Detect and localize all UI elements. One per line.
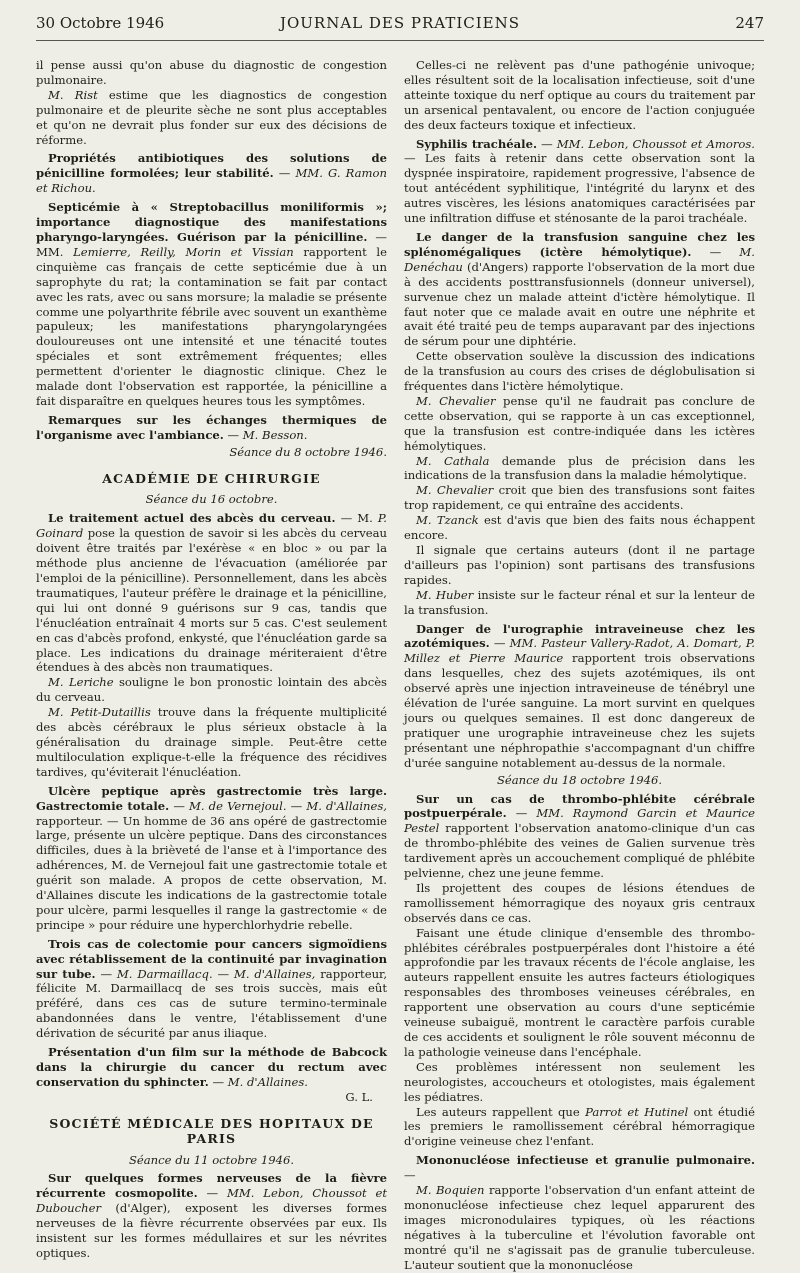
paragraph: Ces problèmes intéressent non seulement les neurologistes, accoucheurs et otologistes, mais également les pédiatres. (404, 1059, 755, 1104)
paragraph: Les auteurs rappellent que Parrot et Hutinel ont étudié les premiers le ramollissement cérébral hémorragique d'origine veineuse chez l'enfant. (404, 1104, 755, 1149)
article-entry: Remarques sur les échanges thermiques de l'organisme avec l'ambiance. — M. Besson. (36, 412, 387, 442)
paragraph: Cette observation soulève la discussion des indications de la transfusion au cours des crises de déglobulisation si fréquentes dans l'ictère hémolytique. (404, 349, 755, 394)
section-heading-societe: SOCIÉTÉ MÉDICALE DES HOPITAUX DE PARIS (49, 1115, 374, 1146)
paragraph: Faisant une étude clinique d'ensemble des thrombo-phlébites cérébrales postpuerpérales dont l'histoire a été approfondie par les travaux récents de l'école anglaise, les auteurs rappellent ensuite les autres facteurs étiologiques responsables des thromboses veineuses cérébrales, en rapportent une observation au cours d'une septicémie veineuse subaiguë, montrent le caractère parfois curable de ces accidents et soulignent le rôle souvent méconnu de la pathologie veineuse dans l'encéphale. (404, 925, 755, 1059)
paragraph: il pense aussi qu'on abuse du diagnostic de congestion pulmonaire. (36, 58, 387, 87)
paragraph: Ils projettent des coupes de lésions étendues de ramollissement hémorragique des noyaux gris centraux observés dans ce cas. (404, 880, 755, 925)
seance-date: Séance du 11 octobre 1946. (128, 1152, 295, 1167)
article-entry: Danger de l'urographie intraveineuse chez les azotémiques. — MM. Pasteur Vallery-Radot, A. Domart, P. Millez et Pierre Maurice rapportent trois observations dans lesquelles, chez des sujets azotémiques, ils ont observé après une injection intraveineuse de ténébryl une élévation de l'urée sanguine. La mort survint en quelques jours ou quelques semaines. Il est donc dangereux de pratiquer une urographie intraveineuse chez les sujets présentant une néphropathie s'accompagnant d'un chiffre d'urée sanguine notablement au-dessus de la normale. (404, 621, 755, 770)
paragraph: M. Rist estime que les diagnostics de congestion pulmonaire et de pleurite sèche ne sont plus acceptables et qu'on ne devrait plus fonder sur eux des décisions de réforme. (36, 87, 387, 147)
journal-title: JOURNAL DES PRATICIENS (279, 14, 521, 32)
seance-date: Séance du 16 octobre. (145, 492, 278, 507)
article-entry: Présentation d'un film sur la méthode de Babcock dans la chirurgie du cancer du rectum avec conservation du sphincter. — M. d'Allaines. (36, 1045, 387, 1089)
left-column (36, 58, 387, 1261)
paragraph: M. Huber insiste sur le facteur rénal et sur la lenteur de la transfusion. (404, 587, 755, 617)
paragraph: M. Cathala demande plus de précision dans les indications de la transfusion dans la maladie hémolytique. (404, 453, 755, 483)
section-heading-academie: ACADÉMIE DE CHIRURGIE (102, 470, 321, 486)
seance-date: Séance du 8 octobre 1946. (229, 444, 387, 459)
article-entry: Septicémie à « Streptobacillus moniliformis »; importance diagnostique des manifestations pharyngo-laryngées. Guérison par la pénicilline. — MM. Lemierre, Reilly, Morin et Vissian rapportent le cinquième cas français de cette septicémie due à un saprophyte du rat; la contamination se fait par contact avec les rats, avec ou sans morsure; la maladie se présente comme une polyarthrite fébrile avec souvent un exanthème papuleux; les manifestations pharyngolaryngées douloureuses ont une intensité et une ténacité toutes spéciales et sont extrêmement fréquentes; elles permettent d'orienter le diagnostic clinique. Chez le malade dont l'observation est rapportée, la pénicilline a fait disparaître en quelques heures tous les symptômes. (36, 200, 388, 408)
article-entry: Ulcère peptique après gastrectomie très large. Gastrectomie totale. — M. de Vernejoul. — M. d'Allaines, rapporteur. — Un homme de 36 ans opéré de gastrectomie large, présente un ulcère peptique. Dans des circonstances difficiles, dues à la brièveté de l'anse et à l'importance des adhérences, M. de Vernejoul fait une gastrectomie totale et guérit son malade. A propos de cette observation, M. d'Allaines discute les indications de la gastrectomie totale pour ulcère, parmi lesquelles il range la gastrectomie « de principe » pour réduire une hyperchlorhydrie rebelle. (36, 783, 387, 932)
paragraph: M. Petit-Dutaillis trouve dans la fréquente multiplicité des abcès cérébraux le plus sérieux obstacle à la généralisation du drainage simple. Peut-être cette multiloculation explique-t-elle la fréquence des récidives tardives, qu'éviterait l'énucléation. (36, 705, 387, 779)
article-entry: Sur quelques formes nerveuses de la fièvre récurrente cosmopolite. — MM. Lebon, Choussot et Duboucher (d'Alger), exposent les diverses formes nerveuses de la fièvre récurrente observées par eux. Ils insistent sur les formes médullaires et sur les névrites optiques. (36, 1171, 388, 1260)
article-entry: Sur un cas de thrombo-phlébite cérébrale postpuerpérale. — MM. Raymond Garcin et Maurice Pestel rapportent l'observation anatomo-clinique d'un cas de thrombo-phlébite des veines de Galien survenue très tardivement après un accouchement compliqué de phlébite pelvienne, chez une jeune femme. (404, 791, 755, 881)
article-entry: Trois cas de colectomie pour cancers sigmoïdiens avec rétablissement de la continuité par invagination sur tube. — M. Darmaillacq. — M. d'Allaines, rapporteur, félicite M. Darmaillacq de ses trois succès, mais eût préféré, dans ces cas de suture termino-terminale abandonnées dans le ventre, l'établissement d'une dérivation de sécurité par anus iliaque. (36, 936, 388, 1041)
header-rule (36, 40, 764, 41)
paragraph: M. Leriche souligne le bon pronostic lointain des abcès du cerveau. (36, 675, 388, 705)
paragraph: Il signale que certains auteurs (dont il ne partage d'ailleurs pas l'opinion) sont partisans des transfusions rapides. (404, 543, 755, 587)
paragraph: Celles-ci ne relèvent pas d'une pathogénie univoque; elles résultent soit de la localisation infectieuse, soit d'une atteinte toxique du nerf optique au cours du traitement par un arsenical pentavalent, ou encore de l'action conjuguée des deux facteurs toxique et infectieux. (404, 58, 755, 132)
article-entry: Le traitement actuel des abcès du cerveau. — M. P. Goinard pose la question de savoir si les abcès du cerveau doivent être traités par l'exérèse « en bloc » ou par la méthode plus ancienne de l'évacuation (améliorée par l'emploi de la pénicilline). Personnellement, dans les abcès traumatiques, l'auteur préfère le drainage et la pénicilline, qui lui ont donné 9 guérisons sur 9 cas, tandis que l'énucléation entraînait 4 morts sur 5 cas. C'est seulement en cas d'abcès profond, enkysté, que l'énucléation garde sa place. Les indications du drainage mériteraient d'être étendues à des abcès non traumatiques. (36, 511, 387, 675)
article-entry: Syphilis trachéale. — MM. Lebon, Choussot et Amoros. — Les faits à retenir dans cette observation sont la dyspnée inspiratoire, rapidement progressive, l'absence de tout antécédent syphilitique, l'intégrité du larynx et des autres viscères, les lésions anatomiques caractérisées par une infiltration diffuse et sténosante de la paroi trachéale. (404, 136, 755, 226)
page-number: 247 (735, 14, 764, 32)
header-date: 30 Octobre 1946 (36, 14, 165, 32)
paragraph: M. Chevalier pense qu'il ne faudrait pas conclure de cette observation, qui se rapporte à un cas exceptionnel, que la transfusion est contre-indiquée dans les ictères hémolytiques. (404, 393, 755, 453)
signature: G. L. (345, 1089, 373, 1104)
seance-date: Séance du 18 octobre 1946. (496, 772, 663, 787)
right-column (404, 58, 755, 1273)
page-header (36, 14, 764, 40)
article-entry: Le danger de la transfusion sanguine chez les splénomégaliques (ictère hémolytique). — M. Denéchau (d'Angers) rapporte l'observation de la mort due à des accidents posttransfusionnels (donneur universel), survenue chez un malade atteint d'ictère hémolytique. Il faut noter que ce malade avait en outre une néphrite et avait été traité peu de temps auparavant par des injections de sérum pour une diphtérie. (404, 229, 755, 349)
article-entry: Mononucléose infectieuse et granulie pulmonaire. — (404, 1153, 755, 1183)
paragraph: M. Chevalier croit que bien des transfusions sont faites trop rapidement, ce qui entraîne des accidents. (404, 483, 755, 513)
paragraph: M. Boquien rapporte l'observation d'un enfant atteint de mononucléose infectieuse chez lequel apparurent des images micronodulaires typiques, où les réactions négatives à la tuberculine et l'évolution favorable ont montré qu'il ne s'agissait pas de granulie tuberculeuse. L'auteur soutient que la mononucléose (404, 1183, 755, 1272)
article-entry: Propriétés antibiotiques des solutions de pénicilline formolées; leur stabilité. — MM. G. Ramon et Richou. (36, 151, 387, 196)
paragraph: M. Tzanck est d'avis que bien des faits nous échappent encore. (404, 513, 755, 543)
